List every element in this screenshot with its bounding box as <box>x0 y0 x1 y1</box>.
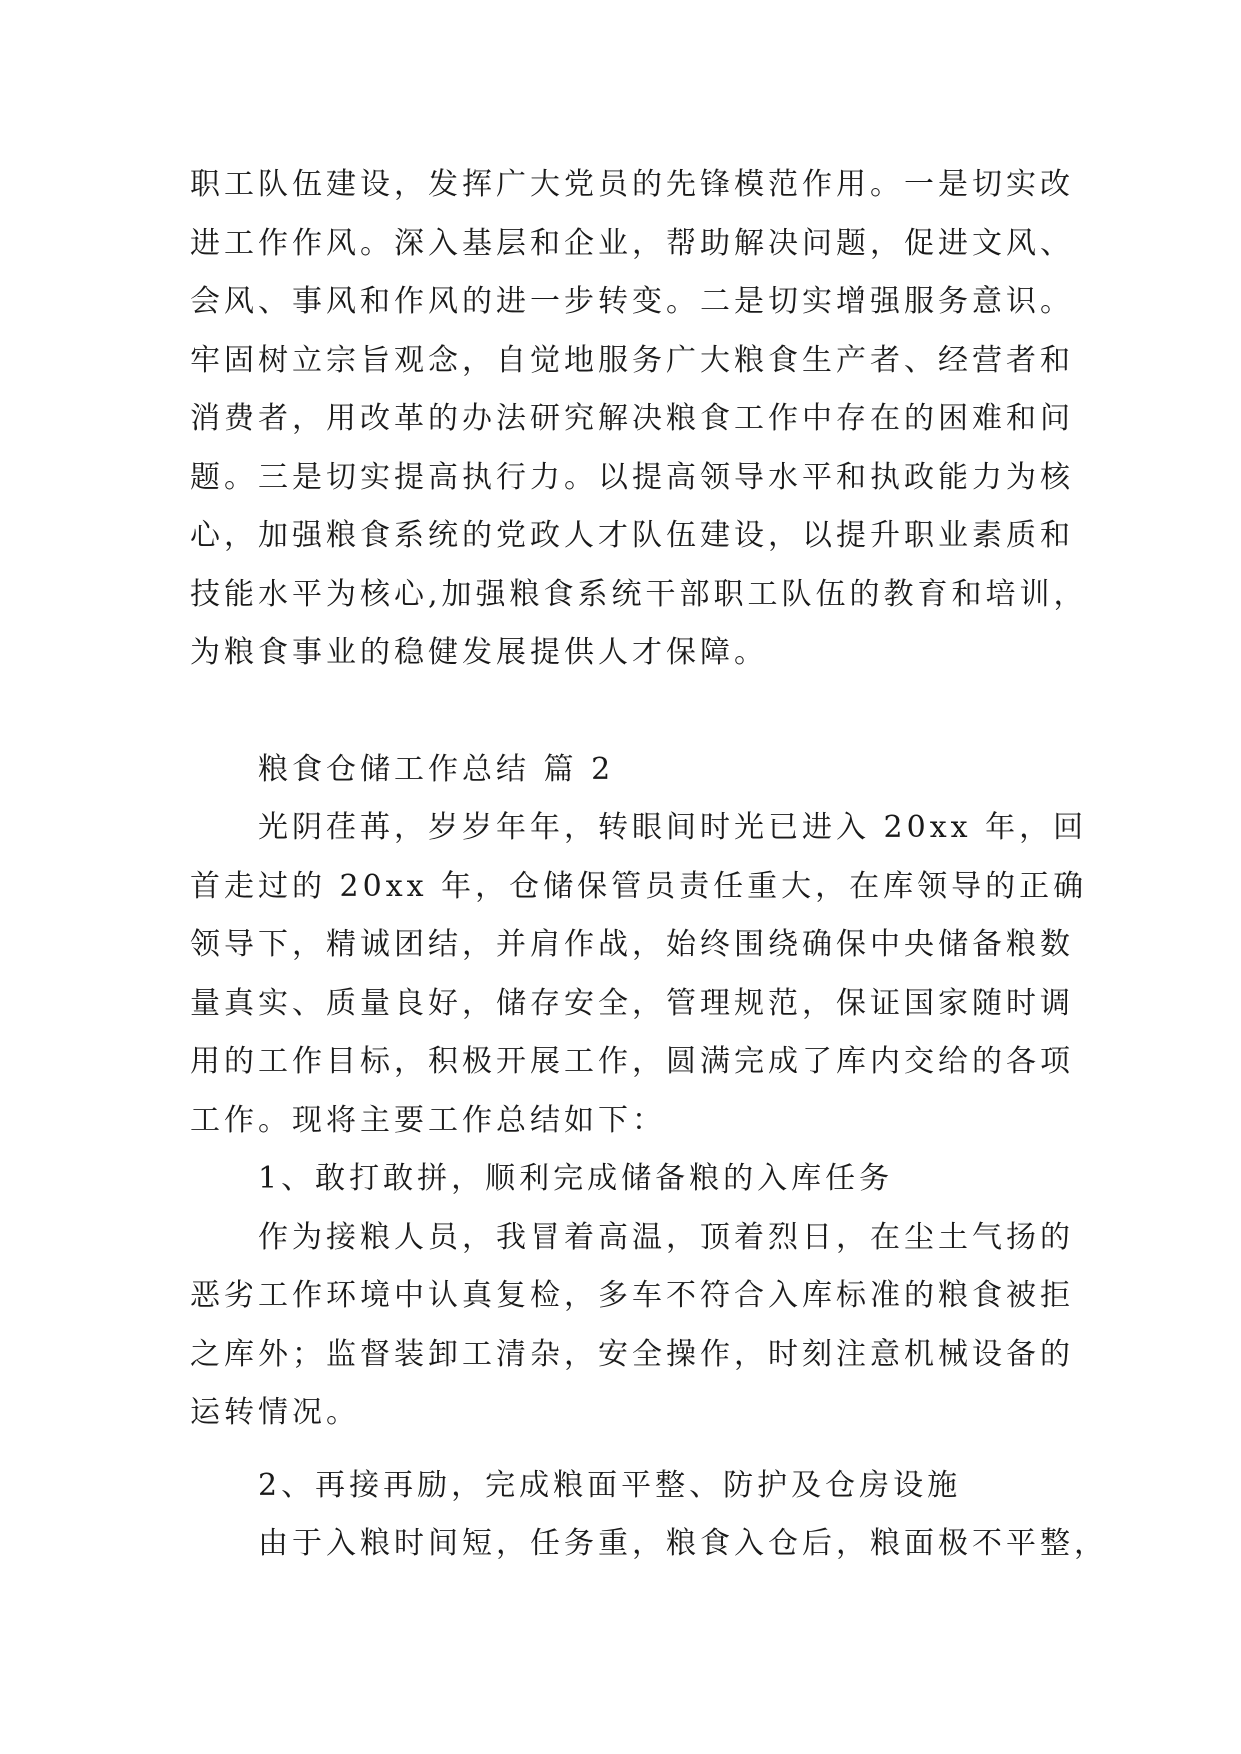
text-line: 会风、事风和作风的进一步转变。二是切实增强服务意识。 <box>190 284 1074 319</box>
section-heading: 粮食仓储工作总结 篇 2 <box>258 751 615 787</box>
text-line: 光阴荏苒，岁岁年年，转眼间时光已进入 20xx 年，回 <box>258 810 1088 845</box>
intro-paragraph <box>190 799 1088 1150</box>
section-1-paragraph <box>190 156 1088 683</box>
text-line: 首走过的 20xx 年，仓储保管员责任重大，在库领导的正确 <box>190 868 1088 904</box>
text-line: 之库外；监督装卸工清杂，安全操作，时刻注意机械设备的 <box>190 1336 1074 1372</box>
item-1-paragraph <box>190 1209 1074 1443</box>
text-line: 领导下，精诚团结，并肩作战，始终围绕确保中央储备粮数 <box>190 927 1074 962</box>
text-line: 运转情况。 <box>190 1395 360 1430</box>
text-line: 题。三是切实提高执行力。以提高领导水平和执政能力为核 <box>190 459 1074 495</box>
text-line: 恶劣工作环境中认真复检，多车不符合入库标准的粮食被拒 <box>190 1278 1074 1313</box>
text-line: 消费者，用改革的办法研究解决粮食工作中存在的困难和问 <box>190 401 1074 436</box>
text-line: 进工作作风。深入基层和企业，帮助解决问题，促进文风、 <box>190 225 1074 261</box>
text-line: 为粮食事业的稳健发展提供人才保障。 <box>190 635 768 670</box>
item-2-paragraph <box>190 1515 1108 1574</box>
item-2-title: 2、再接再励，完成粮面平整、防护及仓房设施 <box>258 1467 962 1503</box>
section-gap <box>190 683 1070 741</box>
text-line: 量真实、质量良好，储存安全，管理规范，保证国家随时调 <box>190 985 1074 1021</box>
text-line: 用的工作目标，积极开展工作，圆满完成了库内交给的各项 <box>190 1044 1074 1079</box>
item-gap <box>190 1443 1070 1457</box>
text-line: 工作。现将主要工作总结如下： <box>190 1102 666 1138</box>
item-1-title: 1、敢打敢拼，顺利完成储备粮的入库任务 <box>258 1161 894 1196</box>
text-line: 作为接粮人员，我冒着高温，顶着烈日，在尘土气扬的 <box>258 1219 1074 1255</box>
text-line: 职工队伍建设，发挥广大党员的先锋模范作用。一是切实改 <box>190 167 1074 202</box>
text-line: 由于入粮时间短，任务重，粮食入仓后，粮面极不平整， <box>258 1526 1108 1561</box>
text-line: 技能水平为核心,加强粮食系统干部职工队伍的教育和培训， <box>190 576 1088 612</box>
text-line: 牢固树立宗旨观念，自觉地服务广大粮食生产者、经营者和 <box>190 342 1074 378</box>
document-body <box>190 156 1108 1574</box>
text-line: 心，加强粮食系统的党政人才队伍建设，以提升职业素质和 <box>190 518 1074 553</box>
